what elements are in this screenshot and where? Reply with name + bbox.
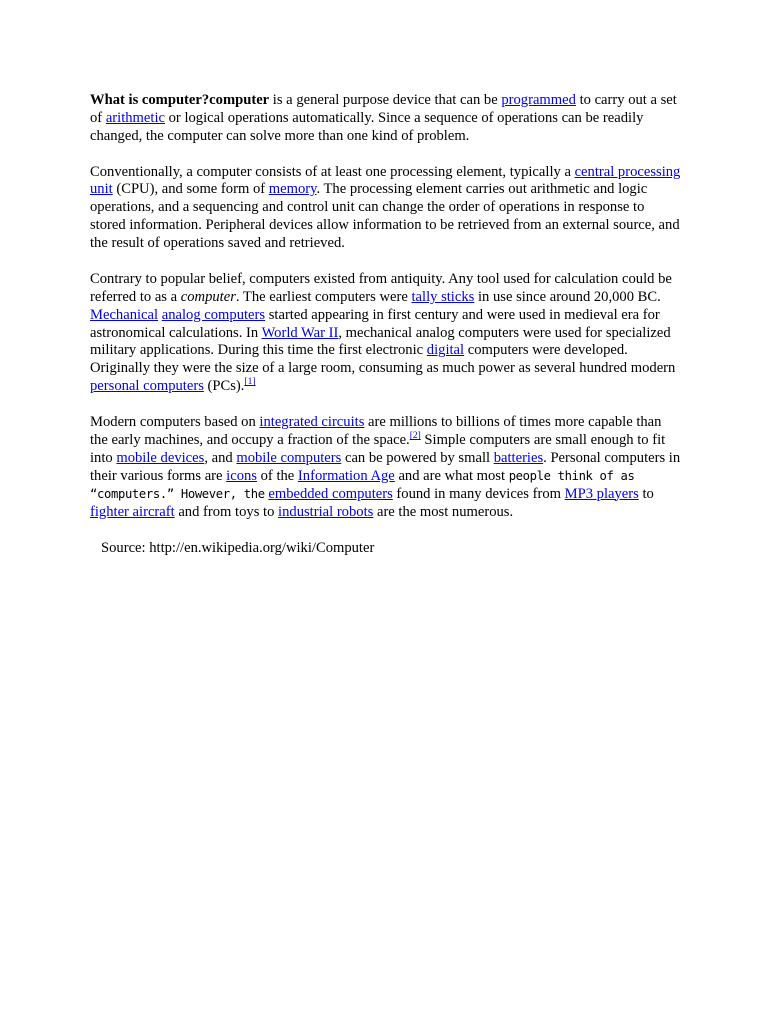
paragraph-3-text-2: . The earliest computers were: [235, 288, 412, 305]
paragraph-4-text-6: . Personal computers in their various forms are: [90, 449, 681, 484]
paragraph-4-text-1: Modern computers based on: [90, 413, 260, 430]
link-mechanical[interactable]: Mechanical: [90, 306, 159, 323]
link-information-age[interactable]: Information Age: [297, 467, 395, 484]
paragraph-3: [90, 271, 682, 396]
paragraph-4-text-8: and are what most: [394, 467, 509, 484]
paragraph-4-text-4: , and: [204, 449, 237, 466]
link-embedded-computers[interactable]: embedded computers: [268, 485, 393, 502]
paragraph-3-text-6: , mechanical analog computers were used for specialized military applications. During this time the first electronic: [90, 324, 671, 359]
link-analog-computers[interactable]: analog computers: [161, 306, 266, 323]
paragraph-1-text-1: is a general purpose device that can be: [269, 92, 502, 108]
paragraph-1: [90, 92, 682, 146]
paragraph-1-text-3: or logical operations automatically. Since a sequence of operations can be readily changed, the computer can solve more than one kind of problem.: [90, 109, 644, 144]
link-industrial-robots[interactable]: industrial robots: [278, 503, 374, 520]
link-icons[interactable]: icons: [226, 467, 257, 484]
paragraph-4-text-12: and from toys to: [174, 503, 279, 520]
link-personal-computers[interactable]: personal computers: [90, 378, 204, 395]
reference-1-link[interactable]: [1]: [244, 377, 256, 388]
link-mp3-players[interactable]: MP3 players: [564, 485, 639, 502]
link-integrated-circuits[interactable]: integrated circuits: [259, 413, 365, 430]
paragraph-2-text-3: . The processing element carries out arithmetic and logic operations, and a sequencing and control unit can change the order of operations in response to stored information. Peripheral devices allow information to be retrieved from an external source, and the result of operations saved and retrieved.: [90, 181, 680, 252]
article-body: [90, 92, 682, 539]
paragraph-4: [90, 414, 682, 521]
paragraph-1-text-2: to carry out a set of: [90, 92, 677, 126]
paragraph-2: [90, 164, 682, 254]
paragraph-2-text-1: Conventionally, a computer consists of at least one processing element, typically a: [90, 163, 575, 180]
paragraph-3-text-3: in use since around 20,000 BC.: [474, 288, 661, 305]
article-title: What is computer?computer: [90, 92, 270, 108]
paragraph-4-text-3: Simple computers are small enough to fit into: [90, 431, 666, 466]
link-fighter-aircraft[interactable]: fighter aircraft: [90, 503, 175, 520]
paragraph-4-text-13: are the most numerous.: [373, 503, 514, 520]
source-citation: Source: http://en.wikipedia.org/wiki/Computer: [101, 540, 375, 556]
paragraph-3-text-8: (PCs).: [203, 378, 245, 395]
link-central-processing-unit[interactable]: central processing unit: [90, 163, 681, 198]
paragraph-3-text-7: computers were developed. Originally they were the size of a large room, consuming as much power as several hundred modern: [90, 342, 676, 377]
paragraph-4-text-5: can be powered by small: [341, 449, 494, 466]
link-tally-sticks[interactable]: tally sticks: [411, 288, 475, 305]
reference-2-link[interactable]: [2]: [409, 430, 421, 441]
paragraph-2-text-2: (CPU), and some form of: [112, 181, 269, 198]
paragraph-4-text-11: to: [638, 485, 654, 502]
link-arithmetic[interactable]: arithmetic: [105, 109, 165, 126]
paragraph-4-text-7: of the: [256, 467, 298, 484]
link-mobile-computers[interactable]: mobile computers: [236, 449, 342, 466]
paragraph-4-text-10: found in many devices from: [392, 485, 565, 502]
link-digital[interactable]: digital: [426, 342, 465, 359]
computer-emphasis: computer: [180, 288, 236, 305]
link-memory[interactable]: memory: [268, 181, 317, 198]
paragraph-4-text-2: are millions to billions of times more capable than the early machines, and occupy a fraction of the space.: [90, 413, 662, 448]
paragraph-3-text-1: Contrary to popular belief, computers existed from antiquity. Any tool used for calculation could be referred to as a: [90, 270, 672, 305]
paragraph-4-mono-text: people think of as “computers.” However, the: [90, 468, 635, 501]
link-batteries[interactable]: batteries: [493, 449, 544, 466]
link-mobile-devices[interactable]: mobile devices: [116, 449, 205, 466]
paragraph-3-text-5: started appearing in first century and were used in medieval era for astronomical calculations. In: [90, 306, 660, 341]
link-world-war-ii[interactable]: World War II: [261, 324, 339, 341]
link-programmed[interactable]: programmed: [501, 92, 576, 108]
